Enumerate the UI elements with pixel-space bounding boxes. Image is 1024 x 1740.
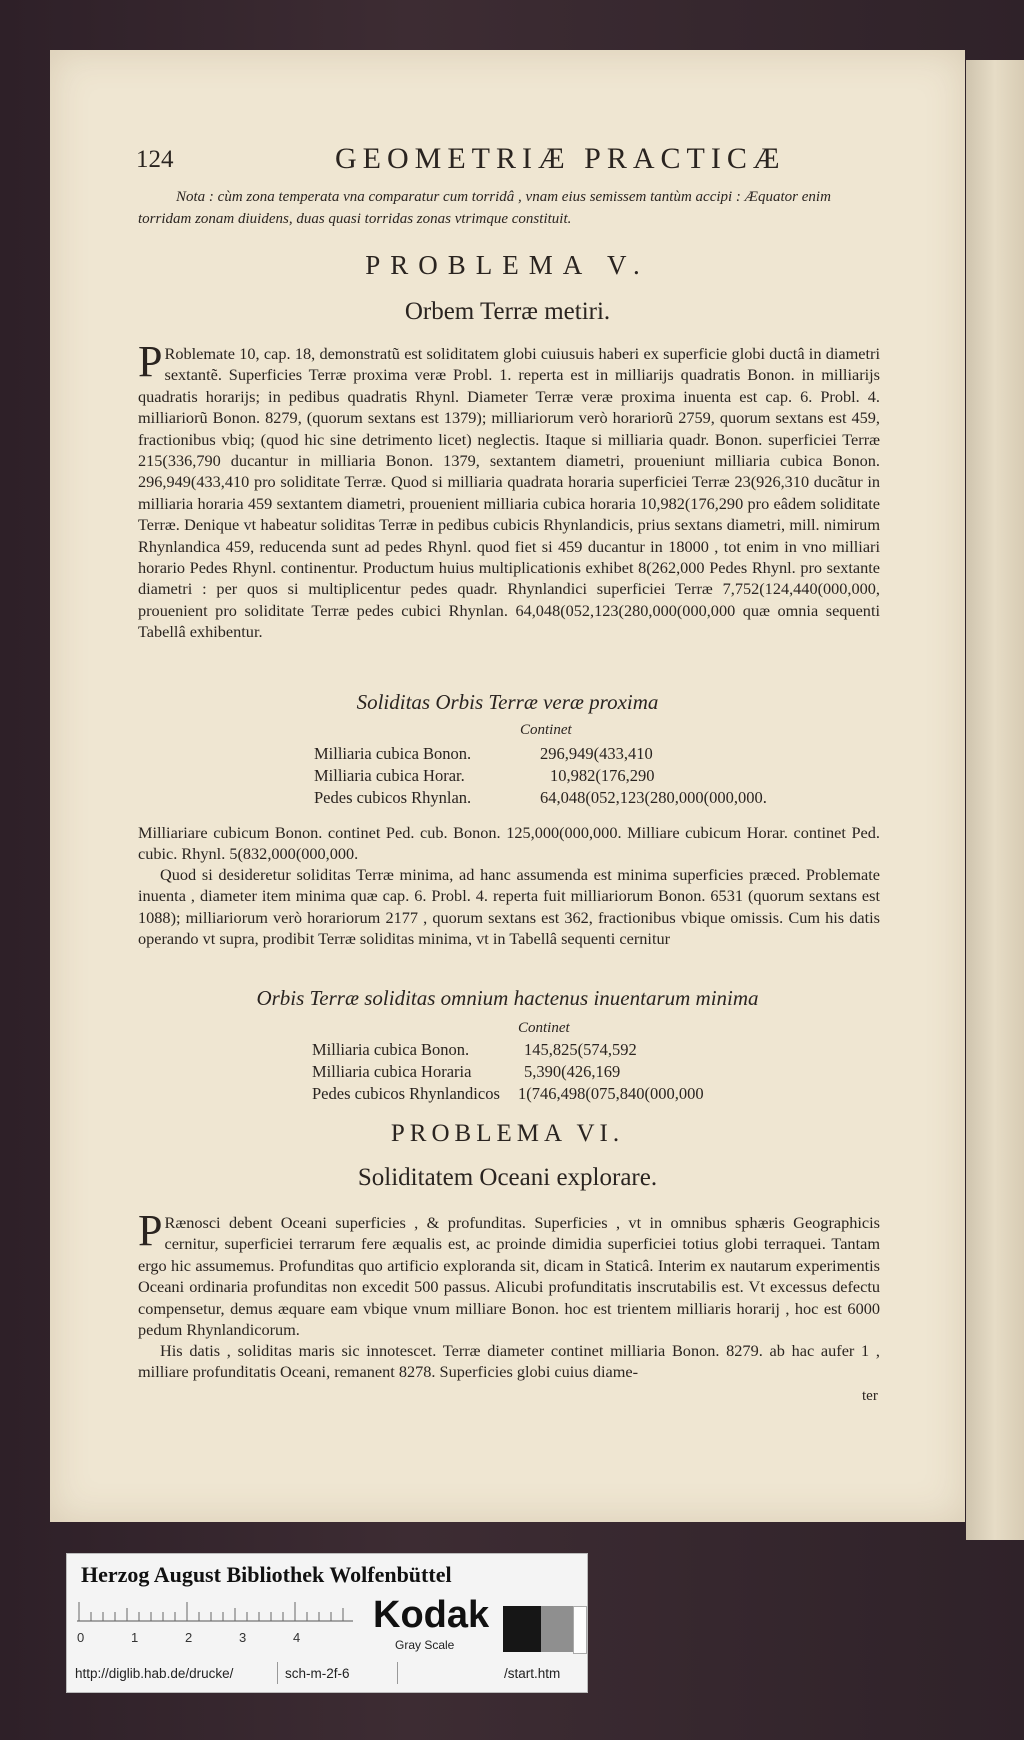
table-2-continet: Continet — [518, 1020, 570, 1036]
book-page — [50, 50, 965, 1522]
scale-number: 2 — [185, 1630, 193, 1645]
scale-number: 0 — [77, 1630, 85, 1645]
paragraph-2: Milliariare cubicum Bonon. continet Ped. cub. Bonon. 125,000(000,000. Milliare cubicum Horar. continet Ped. cubic. Rhynl. 5(832,000(000,000. — [138, 823, 880, 864]
url-suffix: /start.htm — [504, 1666, 561, 1681]
dropcap: P — [138, 337, 163, 386]
row-label: Pedes cubicos Rhynlan. — [314, 788, 472, 807]
problem-5-subtitle: Orbem Terræ metiri. — [404, 298, 611, 325]
problem-5-text: Roblemate 10, cap. 18, demonstratũ est soliditatem globi cuiusuis haberi ex superficie globi ductâ in diametri sextantẽ. Superficies Terræ proxima veræ Probl. 1. reperta est in milliarijs quadratis Bonon. in milliarijs quadratis horarijs; in pedibus quadratis Rhynl. Diameter Terræ veræ proxima inuenta est cap. 6. Probl. 4. milliariorũ Bonon. 8279, (quorum sextans est 1379); milliariorum verò horariorũ 2759, quorum sextans est 459, fractionibus vbiq; (quod hic sine detrimento licet) neglectis. Itaque si milliaria quadr. Bonon. superficiei Terræ 215(336,790 ducantur in milliaria Bonon. 1379, sextantem diametri, proueniunt milliaria cubica Bonon. 296,949(433,410 pro soliditate Terræ. Quod si milliaria quadrata horaria superficiei Terræ 23(926,310 ducãtur in milliaria horaria 459 sextantem diametri, prouenient milliaria cubica horaria 10,982(176,290 pro eâdem soliditate Terræ. Denique vt habeatur soliditas Terræ in pedibus cubicis Rhynlandicis, prius sextans diametri, mill. nimirum Rhynlandica 459, reducenda sunt ad pedes Rhynl. quod fiet si 459 ducantur in 18000 , tot enim in vno milliari horario Pedes Rhynl. continentur. Productum huius multiplicationis exhibet 8(262,000 Pedes Rhynl. pro sextante diametri : per quos si multiplicentur pedes quadr. Rhynlandici superficiei Terræ 7,752(124,440(000,000, prouenient pro soliditate Terræ pedes cubici Rhynlan. 64,048(052,123(280,000(000,000 quæ omnia sequenti Tabellâ exhibentur. — [138, 344, 880, 642]
gray-swatch — [541, 1606, 575, 1652]
row-value: 145,825(574,592 — [524, 1040, 637, 1059]
scale-number: 4 — [293, 1630, 301, 1645]
row-value: 1(746,498(075,840(000,000 — [518, 1084, 704, 1103]
problem-5-title: PROBLEMA V. — [365, 250, 650, 280]
next-page-edge — [966, 60, 1024, 1540]
problem-6-text: Rænosci debent Oceani superficies , & profunditas. Superficies , vt in omnibus sphæris Geographicis cernitur, superficiei terrarum fere æqualis est, ac proinde dimidia superficiei totius globi terraquei. Tantam ergo hic assumemus. Profunditas quo artificio exploranda sit, dicam in Staticâ. Interim ex nautarum experimentis Oceani ordinaria profunditas non excedit 500 passus. Alicubi profunditatis inscrutabilis est. Vt excessus defectu compensetur, demus æquare eam vbique vnum milliare Bonon. hoc est trientem milliaris horarij , hoc est 6000 pedum Rhynlandicorum. — [138, 1213, 880, 1340]
note-text: Nota : cùm zona temperata vna comparatur cum torridâ , vnam eius semissem tantùm accipi : Æquator enim torridam zonam diuidens, duas quasi torridas zonas vtrimque constituit. — [138, 189, 831, 227]
row-label: Milliaria cubica Bonon. — [314, 744, 472, 763]
row-label: Milliaria cubica Horaria — [312, 1062, 472, 1081]
row-label: Milliaria cubica Horar. — [314, 766, 465, 785]
scale-number: 3 — [239, 1630, 247, 1645]
row-label: Milliaria cubica Bonon. — [312, 1040, 470, 1059]
separator — [277, 1662, 278, 1684]
table-1-title: Soliditas Orbis Terræ veræ proxima — [356, 690, 659, 714]
library-color-card — [66, 1553, 588, 1693]
problem-6-paragraph-2: His datis , soliditas maris sic innotescet. Terræ diameter continet milliaria Bonon. 8279. ab hac aufer 1 , milliare profunditatis Oceani, remanent 8278. Superficies globi cuius diame- — [138, 1341, 880, 1382]
problem-6-title: PROBLEMA VI. — [390, 1120, 625, 1147]
separator — [397, 1662, 398, 1684]
problem-6-subtitle: Soliditatem Oceani explorare. — [357, 1164, 658, 1191]
problem-5-paragraph — [138, 337, 880, 643]
url-base: http://diglib.hab.de/drucke/ — [75, 1666, 234, 1681]
table-1-continet: Continet — [520, 722, 572, 738]
catchword: ter — [862, 1388, 878, 1404]
row-value: 64,048(052,123(280,000(000,000. — [540, 788, 767, 807]
black-swatch — [503, 1606, 543, 1652]
page-number: 124 — [136, 146, 174, 173]
row-label: Pedes cubicos Rhynlandicos — [312, 1084, 500, 1103]
kodak-logo: Kodak — [373, 1594, 490, 1636]
ruler-scale — [77, 1600, 353, 1622]
running-title: GEOMETRIÆ PRACTICÆ — [335, 142, 786, 175]
table-2-title: Orbis Terræ soliditas omnium hactenus inuentarum minima — [256, 986, 759, 1010]
gray-scale-label: Gray Scale — [395, 1638, 455, 1652]
dropcap: P — [138, 1206, 163, 1255]
problem-6-paragraph — [138, 1206, 880, 1340]
row-value: 296,949(433,410 — [540, 744, 653, 763]
white-swatch — [573, 1606, 587, 1654]
row-value: 5,390(426,169 — [524, 1062, 621, 1081]
url-id: sch-m-2f-6 — [285, 1666, 350, 1681]
scale-number: 1 — [131, 1630, 139, 1645]
row-value: 10,982(176,290 — [550, 766, 655, 785]
paragraph-3: Quod si desideretur soliditas Terræ minima, ad hanc assumenda est minima superficies præced. Problemate inuenta , diameter item minima quæ cap. 6. Probl. 4. reperta fuit milliariorum Bonon. 6531 (quorum sextans est 1088); milliariorum verò horariorum 2177 , quorum sextans est 362, fractionibus vbique omissis. Cum his datis operando vt supra, prodibit Terræ soliditas minima, vt in Tabellâ sequenti cernitur — [138, 865, 880, 949]
library-name: Herzog August Bibliothek Wolfenbüttel — [81, 1562, 452, 1587]
